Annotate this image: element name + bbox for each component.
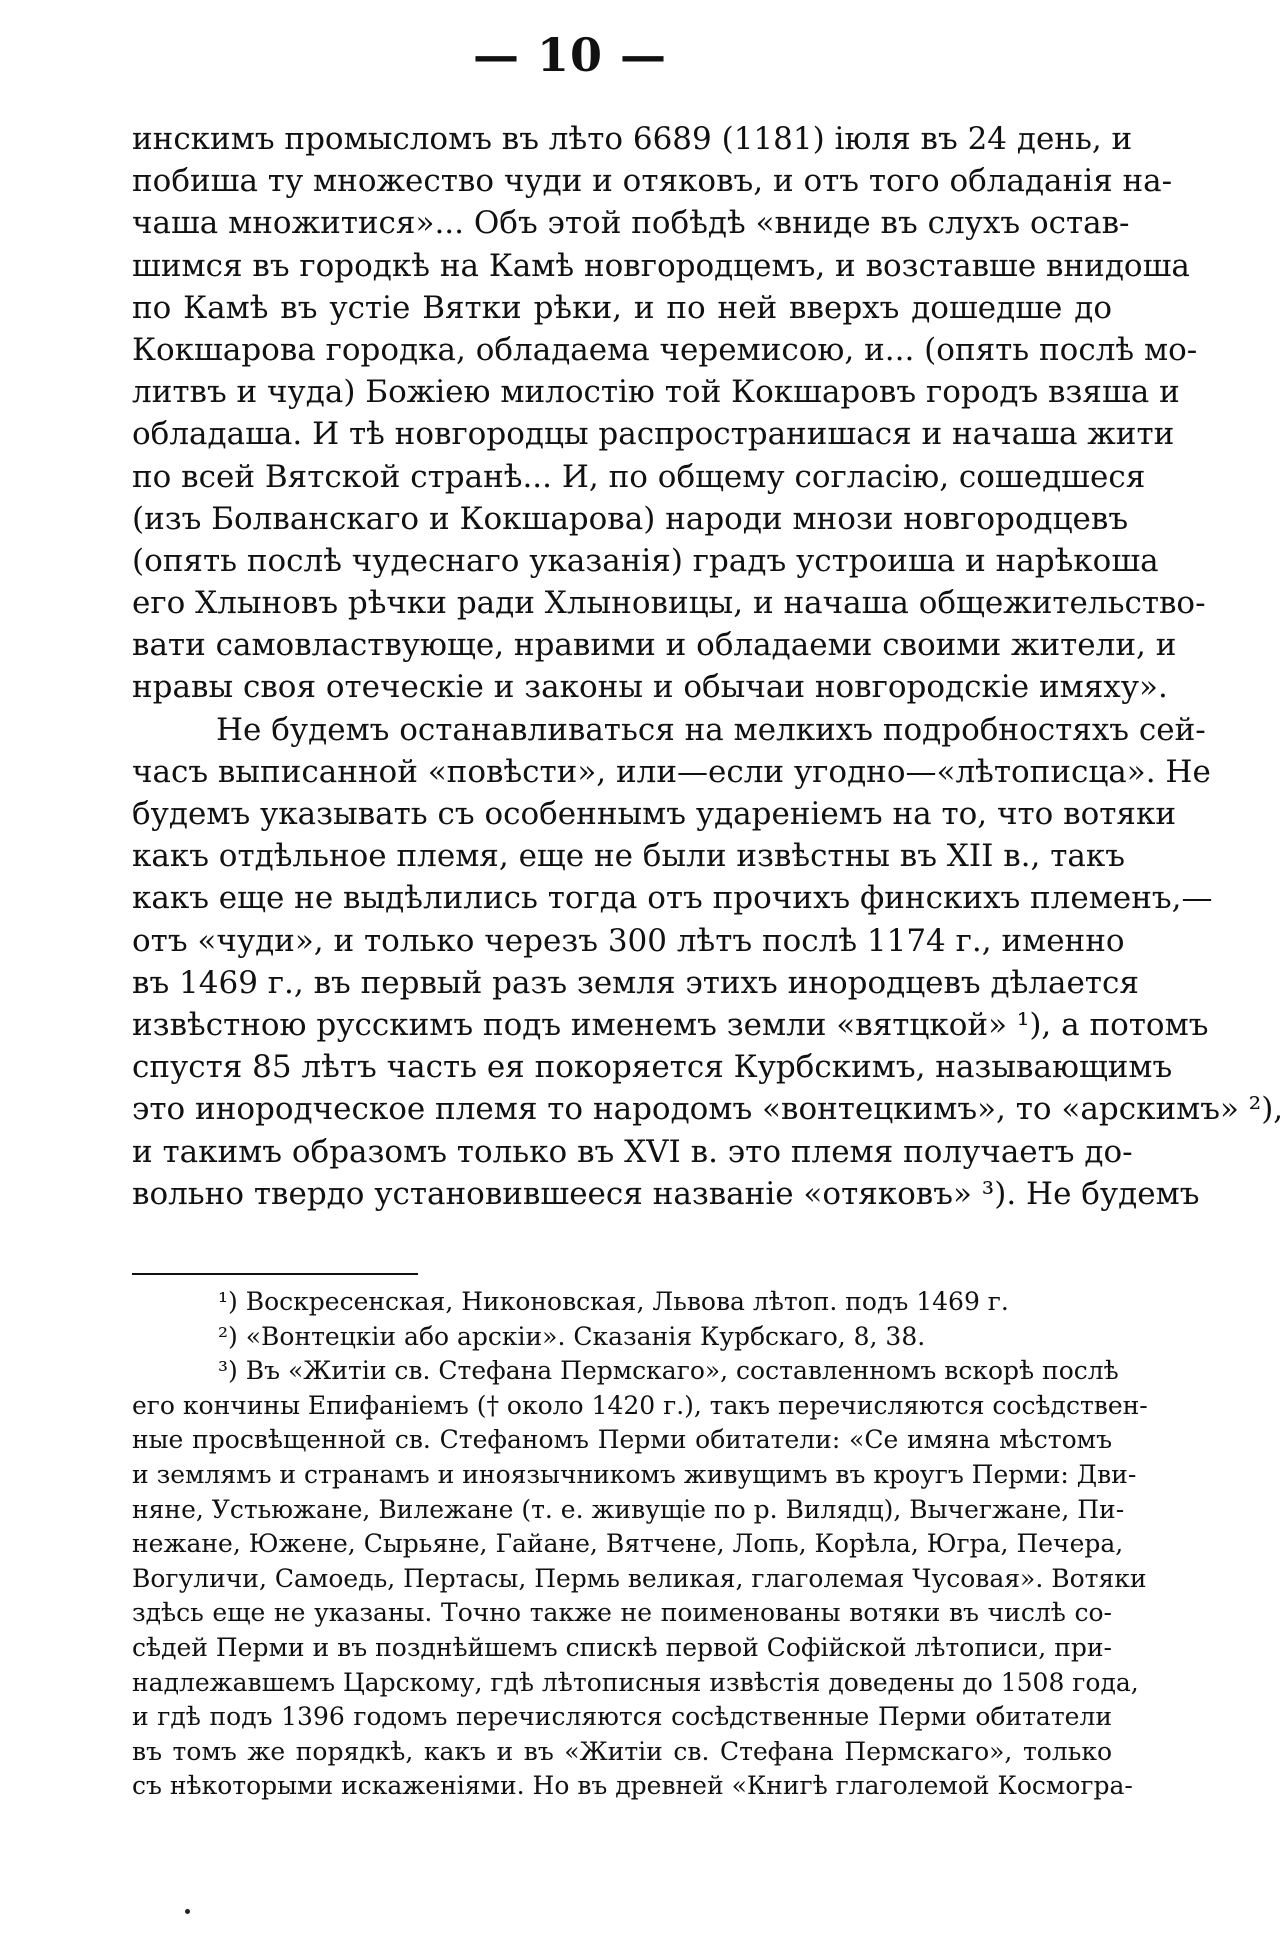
footnote-line: ³) Въ «Житіи св. Стефана Пермскаго», составленномъ вскорѣ послѣ xyxy=(218,1356,1119,1386)
ink-dot xyxy=(185,1909,190,1914)
footnote-rule xyxy=(132,1273,418,1275)
main-line: вати самовластвующе, нравими и обладаеми своими жители, и xyxy=(132,627,1177,664)
main-line: отъ «чуди», и только черезъ 300 лѣтъ послѣ 1174 г., именно xyxy=(132,922,1125,959)
main-line: въ 1469 г., въ первый разъ земля этихъ инородцевъ дѣлается xyxy=(132,964,1139,1001)
main-text xyxy=(132,118,1283,1215)
main-line: по всей Вятской странѣ... И, по общему согласію, сошедшеся xyxy=(132,458,1146,495)
main-line: (опять послѣ чудеснаго указанія) градъ устроиша и нарѣкоша xyxy=(132,542,1159,579)
main-line: и такимъ образомъ только въ XVI в. это племя получаетъ до- xyxy=(132,1133,1133,1170)
main-line: вольно твердо установившееся названіе «отяковъ» ³). Не будемъ xyxy=(132,1175,1200,1212)
main-line: будемъ указывать съ особеннымъ удареніемъ на то, что вотяки xyxy=(132,796,1176,832)
main-line: чаша множитися»... Объ этой побѣдѣ «вниде въ слухъ остав- xyxy=(132,205,1130,242)
footnote-line: съ нѣкоторыми искаженіями. Но въ древней «Книгѣ глаголемой Космогра- xyxy=(132,1771,1133,1801)
main-line: инскимъ промысломъ въ лѣто 6689 (1181) іюля въ 24 день, и xyxy=(132,121,1133,157)
footnote-line: сѣдей Перми и въ позднѣйшемъ спискѣ первой Софійской лѣтописи, при- xyxy=(132,1632,1112,1662)
footnote-line: въ томъ же порядкѣ, какъ и въ «Житіи св. Стефана Пермскаго», только xyxy=(132,1736,1112,1766)
footnote-line: надлежавшемъ Царскому, гдѣ лѣтописныя извѣстія доведены до 1508 года, xyxy=(132,1667,1139,1697)
main-line: нравы своя отеческіе и законы и обычаи новгородскіе имяху». xyxy=(132,669,1168,706)
footnote-line: и землямъ и странамъ и иноязычникомъ живущимъ въ кроугъ Перми: Дви- xyxy=(132,1459,1137,1489)
footnote-line: и гдѣ подъ 1396 годомъ перечисляются сосѣдственные Перми обитатели xyxy=(132,1702,1112,1732)
footnote-line: Вогуличи, Самоедь, Пертасы, Пермь великая, глаголемая Чусовая». Вотяки xyxy=(132,1563,1147,1593)
main-line: по Камѣ въ устіе Вятки рѣки, и по ней вверхъ дошедше до xyxy=(132,289,1112,326)
main-line: это инородческое племя то народомъ «вонтецкимъ», то «арскимъ» ²), xyxy=(132,1091,1283,1128)
footnote-line: ные просвѣщенной св. Стефаномъ Перми обитатели: «Се имяна мѣстомъ xyxy=(132,1425,1112,1455)
footnote-line: его кончины Епифаніемъ († около 1420 г.), такъ перечисляются сосѣдствен- xyxy=(132,1390,1148,1420)
footnote-line: ¹) Воскресенская, Никоновская, Львова лѣтоп. подъ 1469 г. xyxy=(218,1287,1009,1316)
main-line: его Хлыновъ рѣчки ради Хлыновицы, и начаша общежительство- xyxy=(132,585,1206,622)
main-line: извѣстною русскимъ подъ именемъ земли «вятцкой» ¹), а потомъ xyxy=(132,1006,1209,1043)
main-line: шимся въ городкѣ на Камѣ новгородцемъ, и возставше внидоша xyxy=(132,247,1190,284)
footnotes xyxy=(132,1285,1148,1804)
page-number: — 10 — xyxy=(472,28,668,82)
main-line: какъ еще не выдѣлились тогда отъ прочихъ финскихъ племенъ,— xyxy=(132,880,1213,917)
main-line: Кокшарова городка, обладаема черемисою, и... (опять послѣ мо- xyxy=(132,331,1198,368)
main-line: обладаша. И тѣ новгородцы распространишася и начаша жити xyxy=(132,416,1175,453)
main-line: спустя 85 лѣтъ часть ея покоряется Курбскимъ, называющимъ xyxy=(132,1049,1173,1086)
main-line: (изъ Болванскаго и Кокшарова) народи мнози новгородцевъ xyxy=(132,500,1129,537)
footnote-line: здѣсь еще не указаны. Точно также не поименованы вотяки въ числѣ со- xyxy=(132,1598,1112,1628)
footnote-line: ²) «Вонтецкіи або арскіи». Сказанія Курбскаго, 8, 38. xyxy=(218,1321,926,1351)
footnote-line: няне, Устьюжане, Вилежане (т. е. живущіе по р. Вилядц), Вычегжане, Пи- xyxy=(132,1494,1125,1524)
main-line: литвъ и чуда) Божіею милостію той Кокшаровъ городъ взяша и xyxy=(132,374,1180,411)
main-line: побиша ту множество чуди и отяковъ, и отъ того обладанія на- xyxy=(132,163,1173,200)
main-line: какъ отдѣльное племя, еще не были извѣстны въ XII в., такъ xyxy=(132,838,1125,875)
main-line: Не будемъ останавливаться на мелкихъ подробностяхъ сей- xyxy=(216,711,1206,748)
footnote-line: нежане, Южене, Сырьяне, Гайане, Вятчене, Лопь, Корѣла, Югра, Печера, xyxy=(132,1529,1124,1559)
main-line: часъ выписанной «повѣсти», или—если угодно—«лѣтописца». Не xyxy=(132,753,1211,790)
